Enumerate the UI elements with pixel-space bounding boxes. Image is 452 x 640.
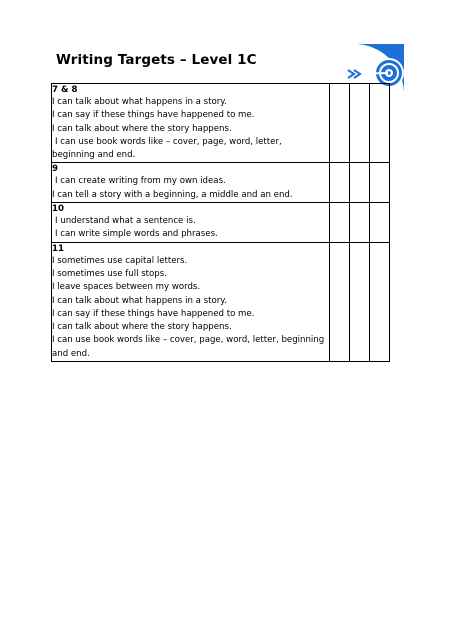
target-level: 7 & 8: [52, 85, 78, 95]
tick-box[interactable]: [330, 242, 350, 361]
target-statement: I leave spaces between my words.: [52, 282, 201, 293]
target-statement: I can use book words like – cover, page, word, letter, beginning: [52, 335, 325, 346]
target-level: 11: [52, 243, 64, 254]
tick-box[interactable]: [350, 84, 370, 163]
target-text-cell: [52, 203, 330, 243]
tick-box[interactable]: [370, 163, 390, 203]
target-text-cell: [52, 84, 330, 163]
target-row: [52, 163, 390, 203]
target-row: [52, 242, 390, 361]
target-statement: I can say if these things have happened to me.: [52, 110, 255, 121]
targets-table: [51, 83, 390, 362]
target-statement: beginning and end.: [52, 150, 136, 161]
target-row: [52, 203, 390, 243]
target-text-cell: [52, 163, 330, 203]
tick-box[interactable]: [370, 84, 390, 163]
tick-box[interactable]: [350, 163, 370, 203]
target-statement: I can write simple words and phrases.: [55, 229, 218, 240]
target-statement: I can say if these things have happened to me.: [52, 308, 255, 319]
tick-box[interactable]: [350, 242, 370, 361]
target-statement: I can create writing from my own ideas.: [55, 176, 226, 187]
target-statement: I sometimes use full stops.: [52, 268, 167, 279]
tick-box[interactable]: [330, 84, 350, 163]
target-statement: I can talk about where the story happens.: [52, 322, 232, 333]
target-statement: and end.: [52, 348, 90, 359]
target-statement: I can tell a story with a beginning, a middle and an end.: [52, 189, 293, 200]
target-statement: I understand what a sentence is.: [55, 216, 196, 227]
tick-box[interactable]: [370, 203, 390, 243]
target-statement: I can talk about where the story happens.: [52, 123, 232, 134]
tick-box[interactable]: [370, 242, 390, 361]
target-statement: I can use book words like – cover, page, word, letter,: [55, 136, 282, 147]
target-row: [52, 84, 390, 163]
target-statement: I sometimes use capital letters.: [52, 255, 188, 266]
tick-box[interactable]: [330, 163, 350, 203]
target-level: 9: [52, 164, 58, 175]
target-statement: I can talk about what happens in a story.: [52, 295, 227, 306]
tick-box[interactable]: [350, 203, 370, 243]
target-level: 10: [52, 204, 64, 215]
target-statement: I can talk about what happens in a story.: [52, 97, 227, 107]
target-text-cell: [52, 242, 330, 361]
tick-box[interactable]: [330, 203, 350, 243]
page-title: Writing Targets – Level 1C: [56, 52, 257, 68]
